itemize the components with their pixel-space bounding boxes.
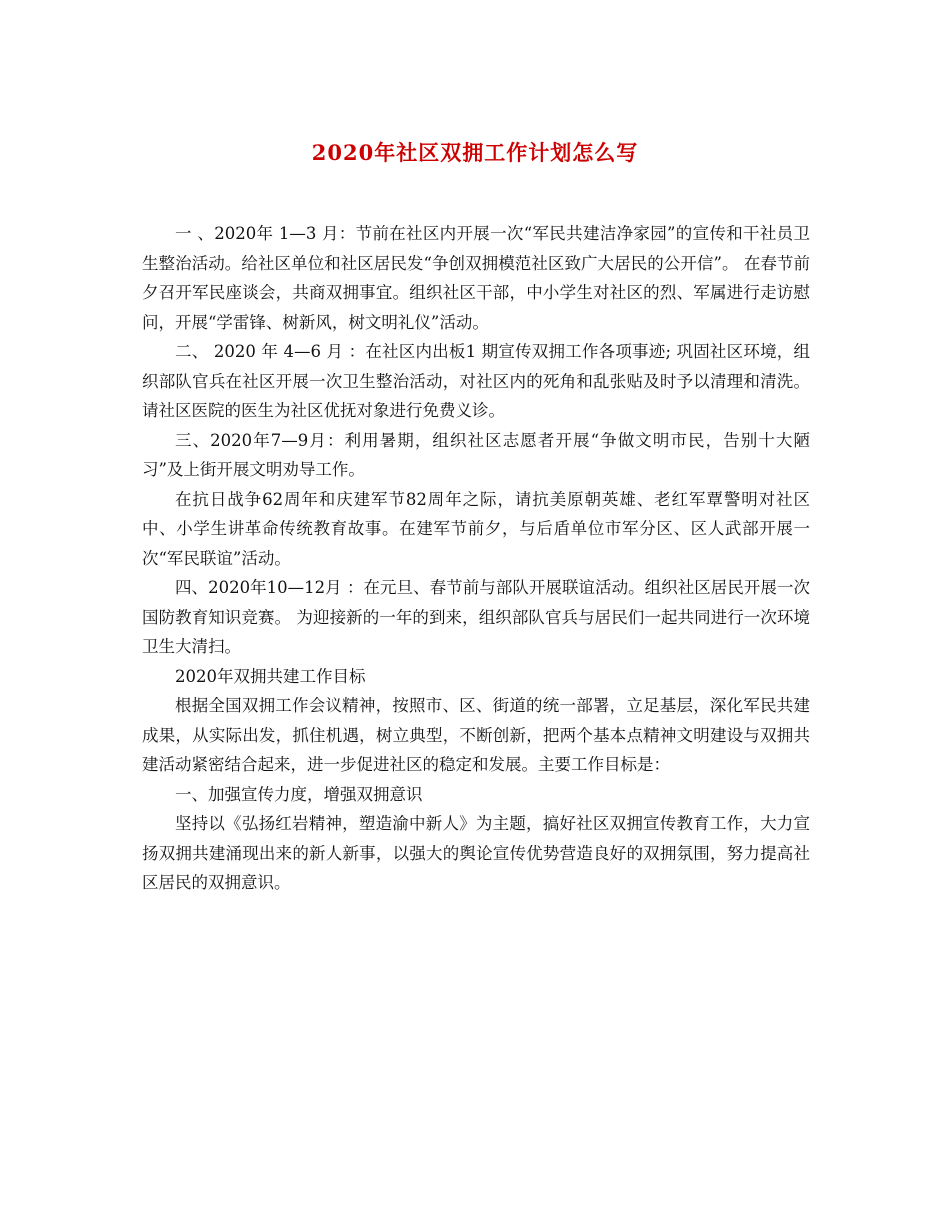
paragraph-plan-q1: 一 、2020年 1—3 月：节前在社区内开展一次“军民共建洁净家园”的宣传和干社员卫生整治活动。给社区单位和社区居民发“争创双拥模范社区致广大居民的公开信”。 在春节前夕召开军民座谈会，共商双拥事宜。组织社区干部，中小学生对社区的烈、军属进行走访慰问，开展“学雷锋、树新风，树文明礼仪”活动。 xyxy=(142,224,810,332)
paragraph-plan-q3: 三、2020年7—9月：利用暑期，组织社区志愿者开展“争做文明市民，告别十大陋习”及上街开展文明劝导工作。 xyxy=(142,430,810,479)
paragraph-plan-q4: 四、2020年10—12月 ：在元旦、春节前与部队开展联谊活动。组织社区居民开展一次国防教育知识竞赛。 为迎接新的一年的到来，组织部队官兵与居民们一起共同进行一次环境卫生大清扫。 xyxy=(142,578,810,656)
paragraph-anniversary: 在抗日战争62周年和庆建军节82周年之际，请抗美原朝英雄、老红军覃警明对社区中、小学生讲革命传统教育故事。在建军节前夕，与后盾单位市军分区、区人武部开展一次“军民联谊”活动。 xyxy=(142,489,810,568)
paragraph-plan-q2: 二、 2020 年 4—6 月 ：在社区内出板1 期宣传双拥工作各项事迹; 巩固社区环境，组织部队官兵在社区开展一次卫生整治活动，对社区内的死角和乱张贴及时予以清理和清洗。 请社区医院的医生为社区优抚对象进行免费义诊。 xyxy=(142,342,810,420)
paragraph-publicity: 坚持以《弘扬红岩精神，塑造渝中新人》为主题，搞好社区双拥宣传教育工作，大力宣扬双拥共建涌现出来的新人新事，以强大的舆论宣传优势营造良好的双拥氛围，努力提高社区居民的双拥意识。 xyxy=(142,814,810,892)
document-body xyxy=(142,219,810,898)
section-heading-goals: 2020年双拥共建工作目标 xyxy=(175,666,366,686)
paragraph-goals-intro: 根据全国双拥工作会议精神，按照市、区、街道的统一部署，立足基层，深化军民共建成果，从实际出发，抓住机遇，树立典型，不断创新，把两个基本点精神文明建设与双拥共建活动紧密结合起来，进一步促进社区的稳定和发展。主要工作目标是： xyxy=(142,696,810,774)
document-title: 2020年社区双拥工作计划怎么写 xyxy=(311,140,639,165)
subheading-publicity: 一、加强宣传力度，增强双拥意识 xyxy=(175,784,423,804)
